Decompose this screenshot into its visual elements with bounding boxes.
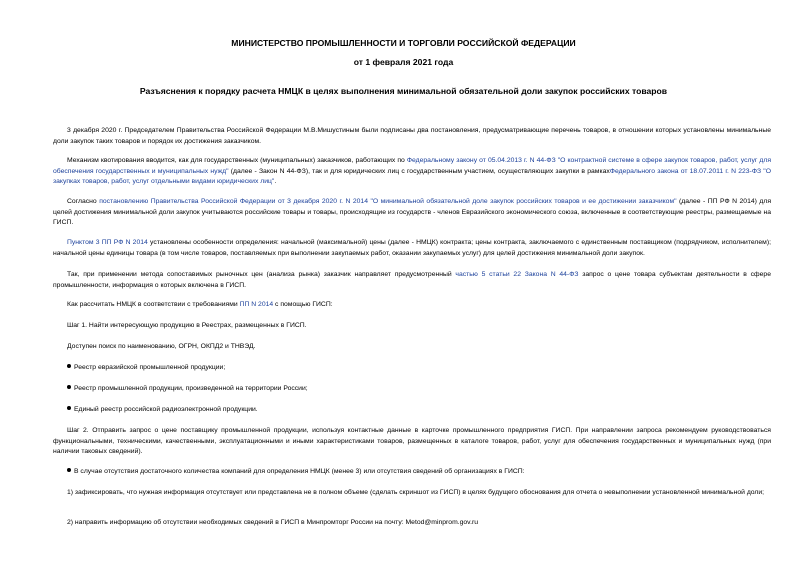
ministry-heading: МИНИСТЕРСТВО ПРОМЫШЛЕННОСТИ И ТОРГОВЛИ РОССИЙСКОЙ ФЕДЕРАЦИИ (231, 38, 576, 48)
bullet-icon (67, 406, 71, 410)
resolution-2014-link[interactable]: постановлению Правительства Российской Федерации от 3 декабря 2020 г. N 2014 "О минимальной обязательной доле закупок российских товаров и ее достижении заказчиком" (99, 198, 677, 205)
bullet-icon (67, 385, 71, 389)
bullet-item-2 (53, 384, 771, 395)
document-title: Разъяснения к порядку расчета НМЦК в целях выполнения минимальной обязательной доли закупок российских товаров (139, 86, 668, 96)
insufficient-data-text: В случае отсутствия достаточного количества компаний для определения НМЦК (менее 3) или отсутствия сведений об организациях в ГИСП: (74, 468, 525, 475)
paragraph-5 (53, 270, 771, 291)
bullet-icon (67, 364, 71, 368)
bullet-item-1 (53, 363, 771, 374)
paragraph-2-text-c: . (274, 178, 277, 185)
search-note: Доступен поиск по наименованию, ОГРН, ОКПД2 и ТНВЭД. (67, 343, 256, 350)
paragraph-3-text-a: Согласно (67, 198, 100, 205)
paragraph-5-text-a: Так, при применении метода сопоставимых рыночных цен (анализа рынка) заказчик направляет предусмотренный (67, 271, 456, 278)
paragraph-3 (53, 197, 771, 229)
bullet-item-2-text: Реестр промышленной продукции, произведенной на территории России; (74, 385, 308, 392)
paragraph-4 (53, 238, 771, 259)
federal-law-223-link[interactable]: Федерального закона от 18.07.2011 г. N 223-ФЗ "О закупках товаров, работ, услуг отдельными видами юридических лиц" (53, 167, 771, 185)
bullet-icon (67, 468, 71, 472)
bullet-item-1-text: Реестр евразийской промышленной продукции; (74, 364, 226, 371)
insufficient-data-note (53, 467, 771, 478)
action-1: 1) зафиксировать, что нужная информация отсутствует или представлена не в полном объеме (сделать скриншот из ГИСП) в целях будущего обоснования для отчета о невыполнении установленной минимальной доли; (67, 489, 765, 496)
paragraph-2 (53, 156, 771, 188)
paragraph-2-text-a: Механизм квотирования вводится, как для государственных (муниципальных) заказчиков, работающих по (67, 157, 407, 164)
paragraph-5-text-b: запрос о цене товара субъектам деятельности в сфере промышленности, информация о которых включена в ГИСП. (53, 271, 771, 289)
law-44-article-22-link[interactable]: частью 5 статьи 22 Закона N 44-ФЗ (455, 271, 579, 278)
pp-2014-link[interactable]: ПП N 2014 (239, 301, 274, 308)
action-2: 2) направить информацию об отсутствии необходимых сведений в ГИСП в Минпромторг России на почту: Metod@minprom.gov.ru (67, 519, 479, 526)
document-date: от 1 февраля 2021 года (353, 57, 454, 67)
federal-law-44-link[interactable]: Федеральному закону от 05.04.2013 г. N 44-ФЗ "О контрактной системе в сфере закупок товаров, работ, услуг для обеспечения государственных и муниципальных нужд" (53, 157, 771, 175)
paragraph-4-text-b: установлены особенности определения: начальной (максимальной) цены (далее - НМЦК) контракта; цены контракта, заключаемого с единственным поставщиком (подрядчиком, исполнителем); начальной цены единицы товара (в том числе товаров, поставляемых при выполнении закупаемых работ, оказании закупаемых услуг) для целей достижения минимальной доли закупок. (53, 239, 771, 257)
paragraph-3-text-b: (далее - ПП РФ N 2014) для целей достижения минимальной доли закупок учитываются российские товары и товары, происходящие из государств - членов Евразийского экономического союза, включенные в соответствующие реестры, размещаемые на ГИСП. (53, 198, 772, 226)
step-1: Шаг 1. Найти интересующую продукцию в Реестрах, размещенных в ГИСП. (67, 322, 307, 329)
paragraph-6 (53, 300, 771, 311)
clause-3-pp-2014-link[interactable]: Пунктом 3 ПП РФ N 2014 (67, 239, 148, 246)
step-2: Шаг 2. Отправить запрос о цене поставщику промышленной продукции, используя контактные данные в карточке промышленного предприятия ГИСП. При направлении запроса рекомендуем руководствоваться функциональными, техническими, качественными, эксплуатационными и иными характеристиками товаров, размещенных в каталоге товаров, работ, услуг для обеспечения государственных и муниципальных нужд (при наличии таковых сведений). (53, 427, 771, 455)
paragraph-6-text-a: Как рассчитать НМЦК в соответствии с требованиями (67, 301, 240, 308)
paragraph-6-text-b: с помощью ГИСП: (273, 301, 333, 308)
bullet-item-3-text: Единый реестр российской радиоэлектронной продукции. (74, 406, 258, 413)
paragraph-1: 3 декабря 2020 г. Председателем Правительства Российской Федерации М.В.Мишустиным были подписаны два постановления, предусматривающие перечень товаров, в отношении которых установлены минимальные доли закупок таких товаров и порядок их достижения заказчиком. (53, 127, 771, 145)
bullet-item-3 (53, 405, 771, 416)
paragraph-2-text-b: (далее - Закон N 44-ФЗ), так и для юридических лиц с государственным участием, осуществляющих закупки в рамках (228, 167, 610, 175)
